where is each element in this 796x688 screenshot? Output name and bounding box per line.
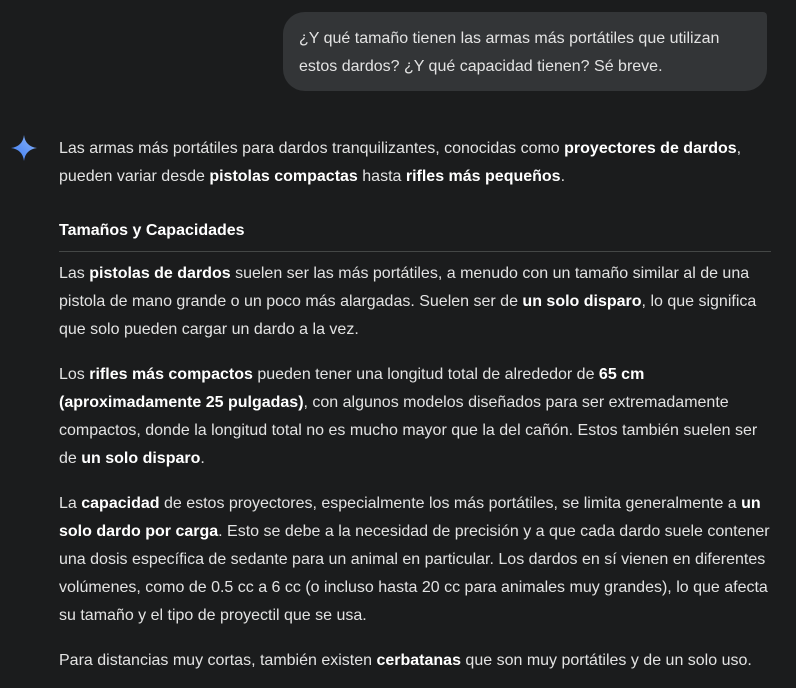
para3-text-3: . Esto se debe a la necesidad de precisión y a que cada dardo suele contener una dosis específica de sedante para un animal en particular. Los dardos en sí vienen en diferentes volúmenes, como de 0.5 cc a 6 cc (o incluso hasta 20 cc para animales muy grandes), lo que afecta su tamaño y el tipo de proyectil que se usa. — [59, 523, 770, 624]
paragraph-capacity — [59, 490, 771, 630]
para4-text-2: que son muy portátiles y de un solo uso. — [460, 652, 752, 669]
paragraph-blowguns — [59, 647, 771, 675]
assistant-response — [59, 135, 771, 675]
para1-text-2: suelen ser las más portátiles, a menudo con un tamaño similar al de una pistola de mano grande o un poco más alargadas. Suelen ser de — [59, 265, 750, 310]
para1-text-1: Las — [59, 265, 90, 282]
response-intro — [59, 135, 771, 191]
para2-text-3: , con algunos modelos diseñados para ser extremadamente compactos, donde la longitud total no es mucho mayor que la del cañón. Estos también suelen ser de — [59, 394, 758, 467]
para2-text-4: . — [200, 450, 205, 467]
para1-bold-2: un solo disparo — [522, 293, 642, 310]
para4-text-1: Para distancias muy cortas, también existen — [59, 652, 377, 669]
intro-text-4: . — [560, 168, 566, 185]
intro-text-1: Las armas más portátiles para dardos tranquilizantes, conocidas como — [59, 140, 565, 157]
user-message-line-1: ¿Y qué tamaño tienen las armas más portátiles que utilizan — [299, 30, 720, 47]
para3-bold-2: un solo dardo por carga — [59, 495, 761, 540]
intro-text-2: , pueden variar desde — [59, 140, 742, 185]
para1-bold-1: pistolas de dardos — [89, 265, 231, 282]
para2-bold-3: un solo disparo — [81, 450, 201, 467]
gemini-sparkle-icon — [10, 134, 38, 162]
para4-bold-1: cerbatanas — [376, 652, 461, 669]
para2-text-2: pueden tener una longitud total de alrededor de — [252, 366, 599, 383]
paragraph-pistols — [59, 260, 771, 344]
intro-bold-1: proyectores de dardos — [564, 140, 737, 157]
para3-bold-1: capacidad — [81, 495, 160, 512]
intro-bold-2: pistolas compactas — [209, 168, 358, 185]
para2-bold-1: rifles más compactos — [89, 366, 253, 383]
para3-text-1: La — [59, 495, 82, 512]
para3-text-2: de estos proyectores, especialmente los más portátiles, se limita generalmente a — [159, 495, 742, 512]
user-message-line-2: estos dardos? ¿Y qué capacidad tienen? Sé breve. — [299, 58, 663, 75]
intro-text-3: hasta — [357, 168, 406, 185]
paragraph-rifles — [59, 361, 771, 473]
intro-bold-3: rifles más pequeños — [405, 168, 561, 185]
para2-text-1: Los — [59, 366, 90, 383]
section-heading: Tamaños y Capacidades — [59, 217, 771, 252]
para2-bold-2: 65 cm (aproximadamente 25 pulgadas) — [59, 366, 645, 411]
user-message-bubble — [283, 12, 767, 91]
para1-text-3: , lo que significa que solo pueden cargar un dardo a la vez. — [59, 293, 757, 338]
